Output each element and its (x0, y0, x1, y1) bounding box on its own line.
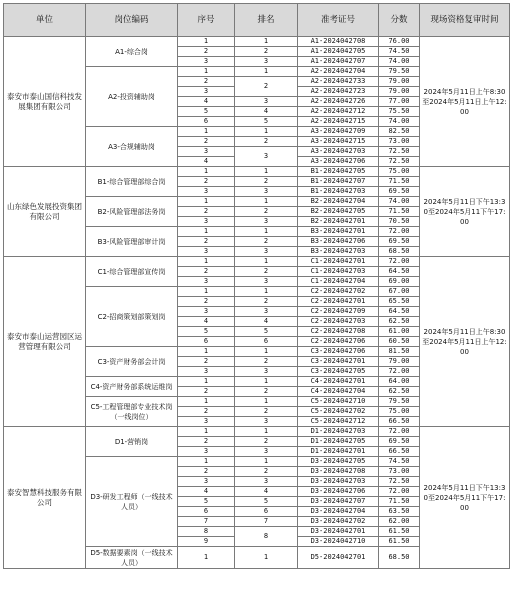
exam-id-cell: D5-2024042701 (298, 547, 379, 569)
seq-cell: 2 (178, 267, 235, 277)
seq-cell: 3 (178, 277, 235, 287)
seq-cell: 2 (178, 467, 235, 477)
unit-name: 泰安市泰山运营园区运营管理有限公司 (4, 257, 86, 427)
score-cell: 82.50 (379, 127, 420, 137)
seq-cell: 2 (178, 357, 235, 367)
header-rank: 排名 (235, 4, 298, 37)
exam-id-cell: A3-2024042715 (298, 137, 379, 147)
seq-cell: 8 (178, 527, 235, 537)
rank-cell: 5 (235, 117, 298, 127)
seq-cell: 3 (178, 417, 235, 427)
exam-id-cell: C5-2024042712 (298, 417, 379, 427)
exam-id-cell: C2-2024042706 (298, 337, 379, 347)
score-cell: 64.50 (379, 307, 420, 317)
exam-id-cell: D3-2024042702 (298, 517, 379, 527)
seq-cell: 4 (178, 157, 235, 167)
exam-id-cell: B3-2024042703 (298, 247, 379, 257)
position-code: A2-投资辅助岗 (86, 67, 178, 127)
score-cell: 69.50 (379, 437, 420, 447)
seq-cell: 3 (178, 367, 235, 377)
rank-cell: 3 (235, 247, 298, 257)
rank-cell: 1 (235, 67, 298, 77)
header-score: 分数 (379, 4, 420, 37)
results-table (3, 3, 510, 569)
score-cell: 74.50 (379, 457, 420, 467)
position-code: C2-招商策划部策划岗 (86, 287, 178, 347)
exam-id-cell: D3-2024042703 (298, 477, 379, 487)
rank-cell: 2 (235, 387, 298, 397)
rank-cell: 2 (235, 177, 298, 187)
seq-cell: 1 (178, 227, 235, 237)
rank-cell: 5 (235, 497, 298, 507)
exam-id-cell: C3-2024042705 (298, 367, 379, 377)
exam-id-cell: D1-2024042703 (298, 427, 379, 437)
exam-id-cell: C5-2024042710 (298, 397, 379, 407)
seq-cell: 3 (178, 307, 235, 317)
exam-id-cell: D3-2024042708 (298, 467, 379, 477)
score-cell: 66.50 (379, 417, 420, 427)
exam-id-cell: A2-2024042715 (298, 117, 379, 127)
exam-id-cell: C2-2024042709 (298, 307, 379, 317)
table-row (4, 37, 510, 47)
rank-cell: 3 (235, 417, 298, 427)
exam-id-cell: B1-2024042703 (298, 187, 379, 197)
score-cell: 72.00 (379, 227, 420, 237)
seq-cell: 2 (178, 177, 235, 187)
score-cell: 64.50 (379, 267, 420, 277)
position-code: D5-数据要素岗（一线技术人员） (86, 547, 178, 569)
score-cell: 73.00 (379, 137, 420, 147)
score-cell: 75.50 (379, 107, 420, 117)
score-cell: 69.50 (379, 237, 420, 247)
exam-id-cell: C4-2024042704 (298, 387, 379, 397)
seq-cell: 3 (178, 217, 235, 227)
score-cell: 74.00 (379, 57, 420, 67)
position-code: B2-风险管理部法务岗 (86, 197, 178, 227)
score-cell: 75.00 (379, 167, 420, 177)
seq-cell: 6 (178, 117, 235, 127)
rank-cell: 2 (235, 237, 298, 247)
rank-cell: 2 (235, 47, 298, 57)
unit-name: 泰安市泰山国信科技发展集团有限公司 (4, 37, 86, 167)
exam-id-cell: B3-2024042706 (298, 237, 379, 247)
exam-id-cell: B1-2024042707 (298, 177, 379, 187)
exam-id-cell: C2-2024042703 (298, 317, 379, 327)
exam-id-cell: D3-2024042710 (298, 537, 379, 547)
seq-cell: 3 (178, 477, 235, 487)
exam-id-cell: C3-2024042701 (298, 357, 379, 367)
exam-id-cell: C5-2024042702 (298, 407, 379, 417)
seq-cell: 1 (178, 197, 235, 207)
score-cell: 72.00 (379, 427, 420, 437)
score-cell: 66.50 (379, 447, 420, 457)
score-cell: 81.50 (379, 347, 420, 357)
seq-cell: 2 (178, 237, 235, 247)
score-cell: 79.00 (379, 87, 420, 97)
exam-id-cell: A1-2024042705 (298, 47, 379, 57)
rank-cell: 6 (235, 507, 298, 517)
score-cell: 72.50 (379, 147, 420, 157)
seq-cell: 2 (178, 207, 235, 217)
score-cell: 62.50 (379, 387, 420, 397)
score-cell: 68.50 (379, 247, 420, 257)
score-cell: 72.00 (379, 257, 420, 267)
seq-cell: 2 (178, 387, 235, 397)
exam-id-cell: D3-2024042706 (298, 487, 379, 497)
seq-cell: 1 (178, 257, 235, 267)
rank-cell: 2 (235, 297, 298, 307)
exam-id-cell: B3-2024042701 (298, 227, 379, 237)
exam-id-cell: A1-2024042707 (298, 57, 379, 67)
score-cell: 63.50 (379, 507, 420, 517)
table-row (4, 427, 510, 437)
seq-cell: 2 (178, 407, 235, 417)
review-time: 2024年5月11日下午13:30至2024年5月11下午17:00 (420, 167, 510, 257)
header-position-code: 岗位编码 (86, 4, 178, 37)
rank-cell: 1 (235, 227, 298, 237)
unit-name: 山东绿色发展投资集团有限公司 (4, 167, 86, 257)
seq-cell: 3 (178, 147, 235, 157)
rank-cell: 2 (235, 437, 298, 447)
position-code: B1-综合管理部综合岗 (86, 167, 178, 197)
seq-cell: 3 (178, 187, 235, 197)
seq-cell: 2 (178, 137, 235, 147)
rank-cell: 3 (235, 477, 298, 487)
exam-id-cell: A1-2024042708 (298, 37, 379, 47)
score-cell: 74.00 (379, 197, 420, 207)
results-table-container (3, 3, 509, 569)
rank-cell: 2 (235, 137, 298, 147)
header-seq: 序号 (178, 4, 235, 37)
rank-cell: 3 (235, 277, 298, 287)
rank-cell: 1 (235, 457, 298, 467)
seq-cell: 3 (178, 87, 235, 97)
score-cell: 72.50 (379, 477, 420, 487)
exam-id-cell: D1-2024042705 (298, 437, 379, 447)
position-code: C3-资产财务部会计岗 (86, 347, 178, 377)
seq-cell: 1 (178, 127, 235, 137)
table-row (4, 257, 510, 267)
exam-id-cell: D1-2024042701 (298, 447, 379, 457)
seq-cell: 7 (178, 517, 235, 527)
rank-cell: 1 (235, 427, 298, 437)
exam-id-cell: A3-2024042709 (298, 127, 379, 137)
exam-id-cell: A2-2024042723 (298, 87, 379, 97)
rank-cell: 3 (235, 147, 298, 167)
score-cell: 62.00 (379, 517, 420, 527)
seq-cell: 2 (178, 77, 235, 87)
exam-id-cell: B2-2024042701 (298, 217, 379, 227)
rank-cell: 1 (235, 167, 298, 177)
rank-cell: 2 (235, 207, 298, 217)
rank-cell: 1 (235, 547, 298, 569)
exam-id-cell: A2-2024042704 (298, 67, 379, 77)
table-row (4, 167, 510, 177)
seq-cell: 1 (178, 67, 235, 77)
review-time: 2024年5月11日上午8:30至2024年5月11日上午12:00 (420, 257, 510, 427)
seq-cell: 5 (178, 107, 235, 117)
rank-cell: 3 (235, 187, 298, 197)
header-row (4, 4, 510, 37)
rank-cell: 1 (235, 197, 298, 207)
seq-cell: 6 (178, 507, 235, 517)
exam-id-cell: C1-2024042704 (298, 277, 379, 287)
score-cell: 74.00 (379, 117, 420, 127)
unit-name: 泰安智慧科技服务有限公司 (4, 427, 86, 569)
exam-id-cell: C2-2024042701 (298, 297, 379, 307)
score-cell: 61.50 (379, 537, 420, 547)
seq-cell: 1 (178, 287, 235, 297)
rank-cell: 2 (235, 77, 298, 97)
seq-cell: 1 (178, 167, 235, 177)
score-cell: 72.00 (379, 367, 420, 377)
seq-cell: 1 (178, 377, 235, 387)
score-cell: 71.50 (379, 207, 420, 217)
exam-id-cell: C3-2024042706 (298, 347, 379, 357)
rank-cell: 6 (235, 337, 298, 347)
review-time: 2024年5月11日下午13:30至2024年5月11下午17:00 (420, 427, 510, 569)
position-code: A3-合规辅助岗 (86, 127, 178, 167)
exam-id-cell: B2-2024042704 (298, 197, 379, 207)
rank-cell: 3 (235, 307, 298, 317)
exam-id-cell: D3-2024042704 (298, 507, 379, 517)
position-code: A1-综合岗 (86, 37, 178, 67)
seq-cell: 3 (178, 247, 235, 257)
score-cell: 69.50 (379, 187, 420, 197)
seq-cell: 3 (178, 57, 235, 67)
rank-cell: 5 (235, 327, 298, 337)
exam-id-cell: C4-2024042701 (298, 377, 379, 387)
position-code: C4-资产财务部系统运维岗 (86, 377, 178, 397)
results-body (4, 37, 510, 569)
rank-cell: 1 (235, 37, 298, 47)
rank-cell: 4 (235, 107, 298, 117)
seq-cell: 1 (178, 427, 235, 437)
header-exam-id: 准考证号 (298, 4, 379, 37)
seq-cell: 3 (178, 447, 235, 457)
rank-cell: 1 (235, 127, 298, 137)
exam-id-cell: A2-2024042733 (298, 77, 379, 87)
score-cell: 68.50 (379, 547, 420, 569)
score-cell: 64.00 (379, 377, 420, 387)
rank-cell: 1 (235, 257, 298, 267)
exam-id-cell: A3-2024042703 (298, 147, 379, 157)
exam-id-cell: A2-2024042726 (298, 97, 379, 107)
score-cell: 79.50 (379, 397, 420, 407)
position-code: C5-工程管理部专业技术岗（一线岗位） (86, 397, 178, 427)
rank-cell: 7 (235, 517, 298, 527)
score-cell: 62.50 (379, 317, 420, 327)
score-cell: 74.50 (379, 47, 420, 57)
score-cell: 72.00 (379, 487, 420, 497)
score-cell: 70.50 (379, 217, 420, 227)
score-cell: 71.50 (379, 177, 420, 187)
exam-id-cell: B1-2024042705 (298, 167, 379, 177)
exam-id-cell: D3-2024042705 (298, 457, 379, 467)
rank-cell: 3 (235, 97, 298, 107)
rank-cell: 3 (235, 447, 298, 457)
seq-cell: 1 (178, 547, 235, 569)
score-cell: 79.00 (379, 357, 420, 367)
position-code: D1-营销岗 (86, 427, 178, 457)
rank-cell: 3 (235, 217, 298, 227)
seq-cell: 2 (178, 437, 235, 447)
seq-cell: 4 (178, 487, 235, 497)
rank-cell: 3 (235, 367, 298, 377)
rank-cell: 2 (235, 357, 298, 367)
position-code: D3-研发工程师（一线技术人员） (86, 457, 178, 547)
header-unit: 单位 (4, 4, 86, 37)
score-cell: 69.00 (379, 277, 420, 287)
exam-id-cell: C2-2024042708 (298, 327, 379, 337)
seq-cell: 4 (178, 97, 235, 107)
seq-cell: 5 (178, 497, 235, 507)
seq-cell: 2 (178, 297, 235, 307)
seq-cell: 4 (178, 317, 235, 327)
score-cell: 79.50 (379, 67, 420, 77)
score-cell: 71.50 (379, 497, 420, 507)
position-code: C1-综合管理部宣传岗 (86, 257, 178, 287)
review-time: 2024年5月11日上午8:30至2024年5月11日上午12:00 (420, 37, 510, 167)
seq-cell: 6 (178, 337, 235, 347)
exam-id-cell: A2-2024042712 (298, 107, 379, 117)
rank-cell: 1 (235, 397, 298, 407)
score-cell: 67.00 (379, 287, 420, 297)
rank-cell: 4 (235, 487, 298, 497)
score-cell: 73.00 (379, 467, 420, 477)
exam-id-cell: C1-2024042701 (298, 257, 379, 267)
score-cell: 72.50 (379, 157, 420, 167)
rank-cell: 4 (235, 317, 298, 327)
rank-cell: 8 (235, 527, 298, 547)
score-cell: 61.50 (379, 527, 420, 537)
score-cell: 60.50 (379, 337, 420, 347)
seq-cell: 1 (178, 397, 235, 407)
score-cell: 61.00 (379, 327, 420, 337)
seq-cell: 1 (178, 347, 235, 357)
header-review-time: 现场资格复审时间 (420, 4, 510, 37)
rank-cell: 1 (235, 287, 298, 297)
seq-cell: 5 (178, 327, 235, 337)
seq-cell: 1 (178, 37, 235, 47)
seq-cell: 1 (178, 457, 235, 467)
exam-id-cell: A3-2024042706 (298, 157, 379, 167)
score-cell: 76.00 (379, 37, 420, 47)
exam-id-cell: D3-2024042701 (298, 527, 379, 537)
score-cell: 79.00 (379, 77, 420, 87)
exam-id-cell: B2-2024042705 (298, 207, 379, 217)
exam-id-cell: C1-2024042703 (298, 267, 379, 277)
score-cell: 75.00 (379, 407, 420, 417)
rank-cell: 2 (235, 467, 298, 477)
exam-id-cell: C2-2024042702 (298, 287, 379, 297)
rank-cell: 1 (235, 347, 298, 357)
rank-cell: 1 (235, 377, 298, 387)
score-cell: 77.00 (379, 97, 420, 107)
seq-cell: 2 (178, 47, 235, 57)
exam-id-cell: D3-2024042707 (298, 497, 379, 507)
rank-cell: 2 (235, 407, 298, 417)
rank-cell: 2 (235, 267, 298, 277)
position-code: B3-风险管理部审计岗 (86, 227, 178, 257)
rank-cell: 3 (235, 57, 298, 67)
score-cell: 65.50 (379, 297, 420, 307)
seq-cell: 9 (178, 537, 235, 547)
